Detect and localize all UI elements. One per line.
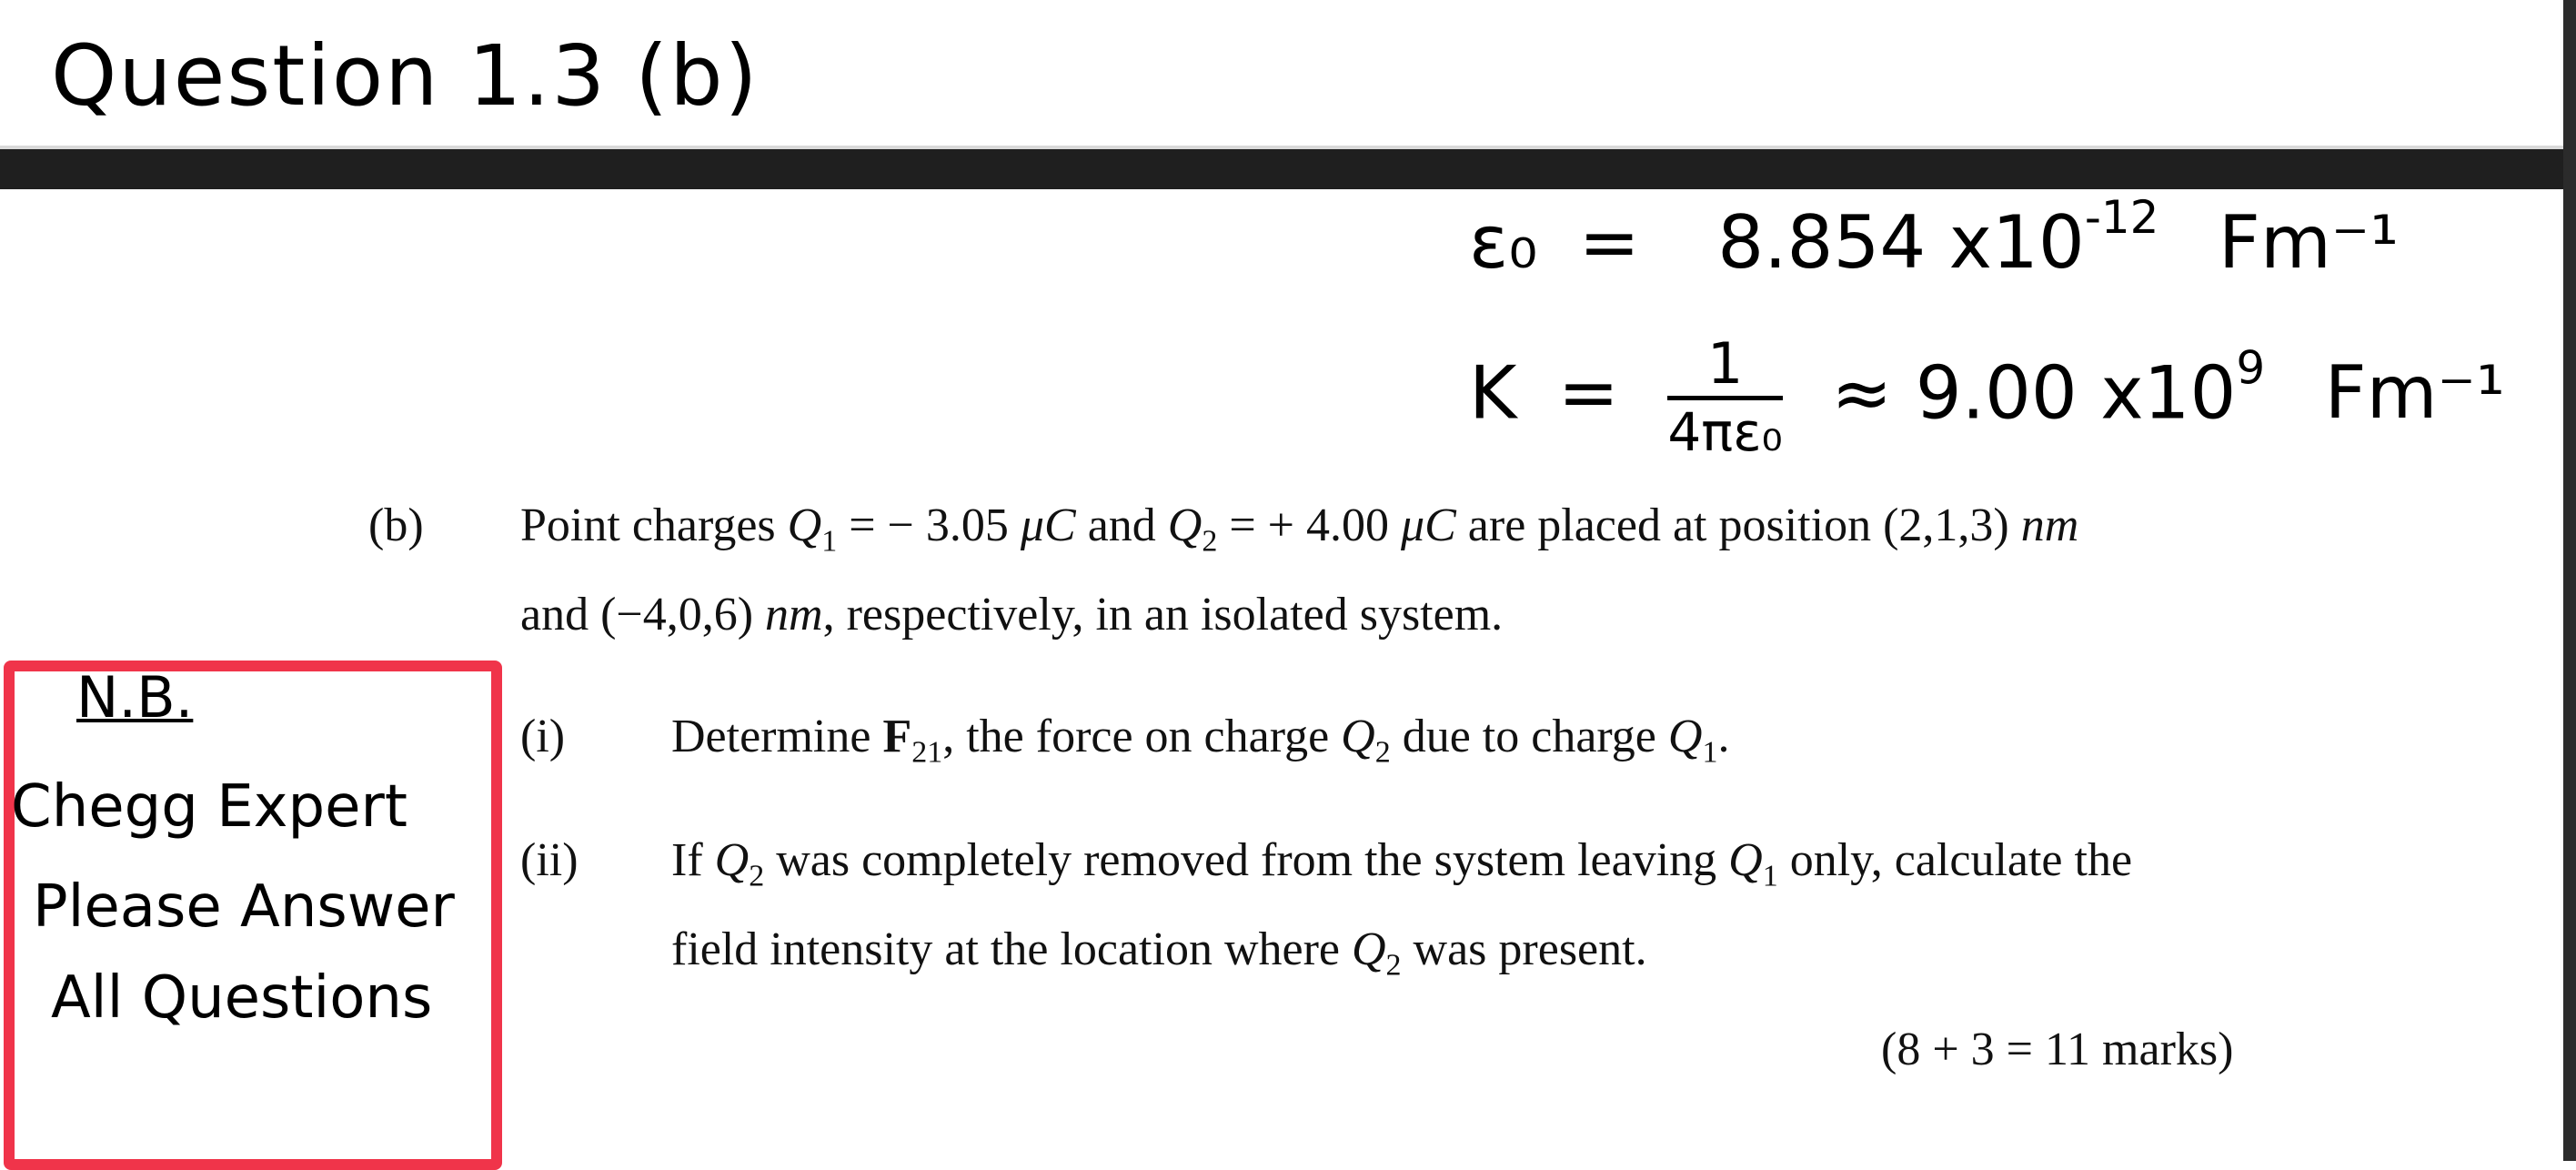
epsilon-symbol: ε₀ [1469,200,1538,285]
subquestion-ii-text-line2 [671,923,1647,983]
epsilon-exponent: -12 [2084,191,2159,244]
subquestion-ii-label: (ii) [520,834,579,886]
q1-value: = − 3.05 [837,499,1021,551]
epsilon-equals: = [1578,200,1640,285]
text-fragment: are placed at position (2,1,3) [1455,499,2021,551]
text-fragment: , respectively, in an isolated system. [822,589,1504,640]
k-equals: = [1557,350,1619,436]
text-fragment: If [671,834,715,886]
k-value: ≈ 9.00 x10 [1831,350,2237,436]
q1-symbol: Q [1667,711,1703,762]
text-fragment: and [1075,499,1168,551]
k-exponent: 9 [2236,341,2266,395]
right-edge-bar [2563,0,2576,1161]
epsilon-unit: Fm⁻¹ [2218,200,2400,285]
text-fragment: due to charge [1390,711,1668,762]
unit-nm: nm [765,589,823,640]
part-label: (b) [368,499,424,551]
q2-symbol: Q [1167,499,1202,551]
unit-microcoulomb: μC [1401,499,1456,551]
q2-symbol: Q [714,834,750,886]
q2-symbol: Q [1341,711,1375,762]
subquestion-i-label: (i) [520,711,566,762]
q2-subscript: 2 [1202,524,1218,559]
q1-subscript: 1 [1762,859,1778,893]
k-symbol: K [1469,350,1517,436]
question-paragraph-line2 [520,588,1503,641]
text-fragment: was completely removed from the system leaving [764,834,1729,886]
force-subscript: 21 [911,735,943,770]
k-fraction-numerator: 1 [1667,332,1782,400]
q2-subscript: 2 [1385,948,1402,983]
text-fragment: , the force on charge [942,711,1342,762]
text-fragment: Point charges [520,499,788,551]
marks-allocation: (8 + 3 = 11 marks) [1881,1024,2234,1075]
k-fraction [1667,332,1782,464]
page-title: Question 1.3 (b) [51,27,760,125]
q2-symbol: Q [1351,923,1386,975]
k-unit: Fm⁻¹ [2324,350,2505,436]
q2-value: = + 4.00 [1217,499,1401,551]
subquestion-ii-text-line1 [671,833,2132,893]
text-fragment: and (−4,0,6) [520,589,766,640]
text-fragment: Determine [671,711,883,762]
q1-subscript: 1 [821,524,838,559]
text-fragment: was present. [1401,923,1647,975]
unit-nm: nm [2020,499,2079,551]
epsilon-value: 8.854 x10 [1717,200,2085,285]
q2-subscript: 2 [749,859,765,893]
q1-subscript: 1 [1702,735,1718,770]
q2-subscript: 2 [1374,735,1391,770]
note-line-3: All Questions [51,964,433,1032]
force-symbol: F [882,711,912,762]
note-line-1: Chegg Expert [11,773,408,841]
header-band [0,149,2563,189]
epsilon-constant [1469,191,2399,285]
text-fragment: field intensity at the location where [671,923,1352,975]
q1-symbol: Q [787,499,822,551]
k-fraction-denominator: 4πε₀ [1667,401,1783,463]
coulomb-constant [1469,332,2505,464]
question-paragraph-line1 [520,499,2078,559]
unit-microcoulomb: μC [1020,499,1076,551]
note-line-2: Please Answer [33,873,455,941]
q1-symbol: Q [1728,834,1763,886]
note-title: N.B. [76,664,194,731]
text-fragment: . [1717,711,1730,762]
subquestion-i-text [671,710,1729,770]
text-fragment: only, calculate the [1777,834,2133,886]
